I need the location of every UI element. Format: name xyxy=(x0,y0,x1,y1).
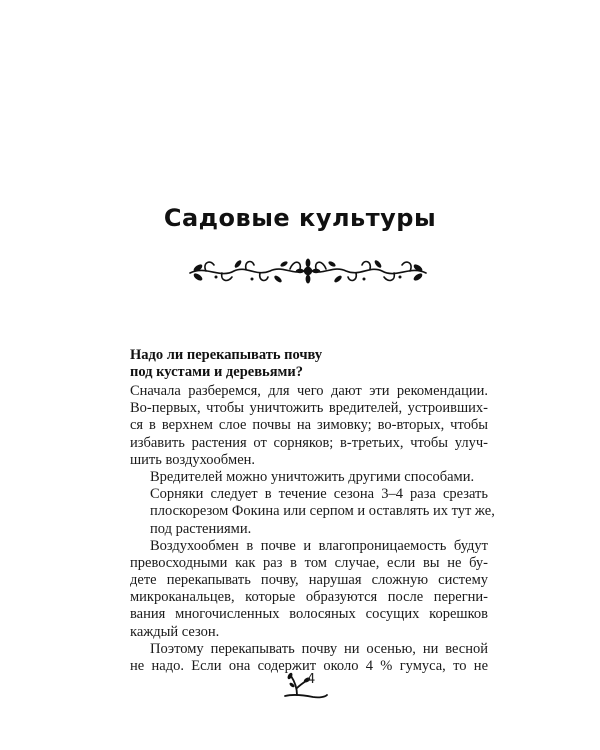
body-line: вания многочисленных волосяных сосущих корешков xyxy=(130,606,488,623)
body-line: Сорняки следует в течение сезона 3–4 раза срезать xyxy=(150,486,488,503)
body-line: под растениями. xyxy=(150,520,252,537)
page-number: 4 xyxy=(307,672,316,687)
body-text xyxy=(130,383,495,675)
body-line: микроканальцев, которые образуются после перегни- xyxy=(130,589,488,606)
body-line: Вредителей можно уничтожить другими способами. xyxy=(150,468,475,485)
section-heading xyxy=(130,347,480,381)
body-line: Во-первых, чтобы уничтожить вредителей, устроивших- xyxy=(130,400,488,417)
chapter-title: Садовые культуры xyxy=(163,204,437,232)
floral-divider-icon xyxy=(186,255,430,287)
body-line: шить воздухообмен. xyxy=(130,451,256,468)
body-line: Воздухообмен в почве и влагопроницаемость будут xyxy=(150,537,488,554)
body-line: избавить растения от сорняков; в-третьих, чтобы улуч- xyxy=(130,434,488,451)
body-line: плоскорезом Фокина или серпом и оставлять их тут же, xyxy=(150,503,495,520)
body-line: дете перекапывать почву, нарушая сложную систему xyxy=(130,572,488,589)
body-line: Сначала разберемся, для чего дают эти рекомендации. xyxy=(130,383,488,399)
body-line: каждый сезон. xyxy=(130,623,220,640)
sprout-icon xyxy=(283,670,329,700)
section-heading-line: под кустами и деревьями? xyxy=(130,364,304,380)
body-line: превосходными как раз в том случае, если вы не бу- xyxy=(130,554,488,571)
body-line: ся в верхнем слое почвы на зимовку; во-вторых, чтобы xyxy=(130,417,488,434)
body-line: Поэтому перекапывать почву ни осенью, ни весной xyxy=(150,640,488,657)
body-line: не надо. Если она содержит около 4 % гумуса, то не xyxy=(130,658,488,674)
section-heading-line: Надо ли перекапывать почву xyxy=(130,347,323,363)
